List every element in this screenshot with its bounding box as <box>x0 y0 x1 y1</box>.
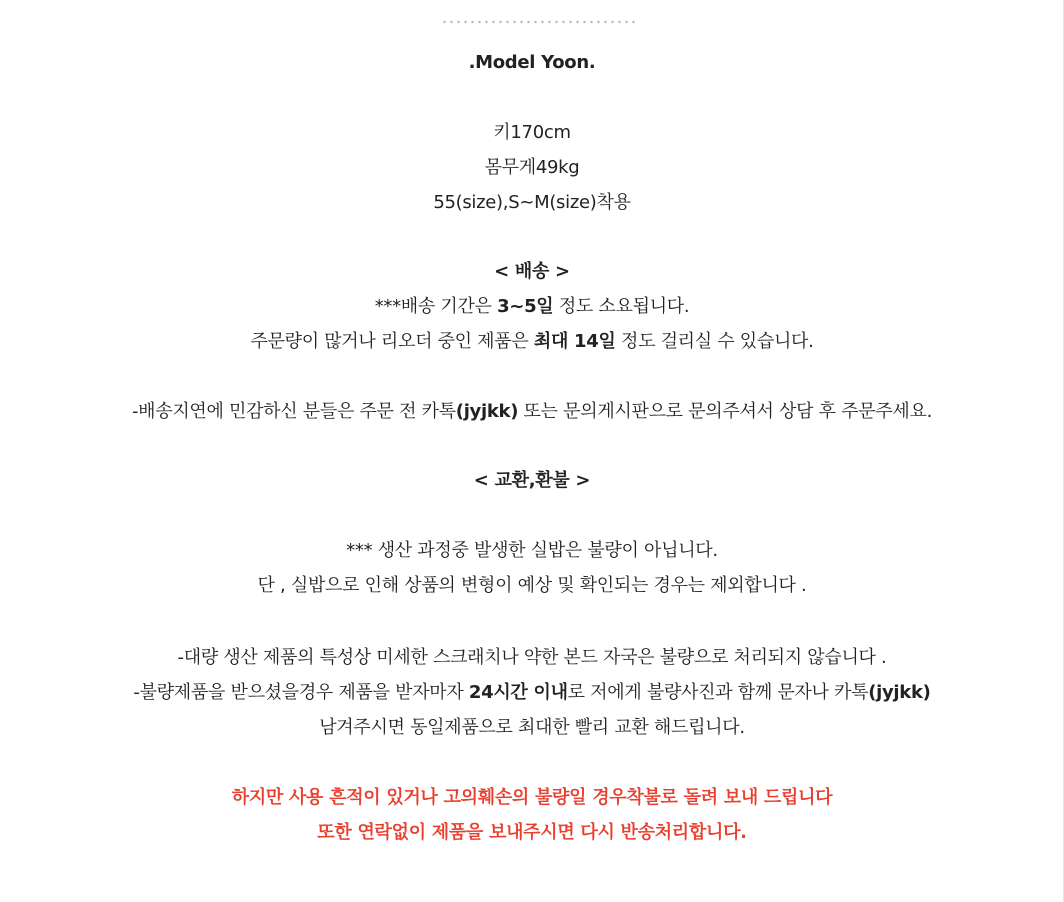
model-size: 55(size),S~M(size)착용 <box>433 192 631 213</box>
warning-line-2: 또한 연락없이 제품을 보내주시면 다시 반송처리합니다. <box>317 822 747 843</box>
model-title: .Model Yoon. <box>468 52 596 73</box>
kakao-id-2: (jyjkk) <box>868 682 931 703</box>
exchange-defect-line <box>0 681 1064 705</box>
exchange-defect-text: -불량제품을 받으셨을경우 제품을 받자마자 <box>133 682 469 703</box>
delivery-period-text: ***배송 기간은 <box>374 296 498 317</box>
model-height: 키170cm <box>493 122 571 143</box>
warning-line-1: 하지만 사용 흔적이 있거나 고의훼손의 불량일 경우착불로 돌려 보내 드립니다 <box>231 787 833 808</box>
dotted-divider <box>441 19 637 25</box>
delivery-contact-line <box>0 400 1064 424</box>
delivery-contact-text: -배송지연에 민감하신 분들은 주문 전 카톡 <box>131 401 456 422</box>
exchange-replace-line: 남겨주시면 동일제품으로 최대한 빨리 교환 해드립니다. <box>319 717 745 738</box>
kakao-id: (jyjkk) <box>455 401 519 422</box>
delivery-max-days: 최대 14일 <box>533 331 616 352</box>
delivery-max-line <box>0 330 1064 354</box>
delivery-heading: < 배송 > <box>494 261 570 282</box>
delivery-period-suffix: 정도 소요됩니다. <box>553 296 690 317</box>
exchange-heading: < 교환,환불 > <box>473 470 591 491</box>
delivery-max-text: 주문량이 많거나 리오더 중인 제품은 <box>250 331 534 352</box>
exchange-defect-contact: 로 저에게 불량사진과 함께 문자나 카톡 <box>567 682 869 703</box>
exchange-thread-notice: *** 생산 과정중 발생한 실밥은 불량이 아닙니다. <box>346 540 718 561</box>
exchange-defect-deadline: 24시간 이내 <box>468 682 568 703</box>
exchange-scratch-notice: -대량 생산 제품의 특성상 미세한 스크래치나 약한 본드 자국은 불량으로 처리되지 않습니다 . <box>177 647 887 668</box>
delivery-period-line <box>0 295 1064 319</box>
model-weight: 몸무게49kg <box>484 157 580 178</box>
delivery-period-days: 3~5일 <box>497 296 554 317</box>
exchange-thread-exception: 단 , 실밥으로 인해 상품의 변형이 예상 및 확인되는 경우는 제외합니다 . <box>257 575 807 596</box>
delivery-contact-suffix: 또는 문의게시판으로 문의주셔서 상담 후 주문주세요. <box>518 401 933 422</box>
delivery-max-suffix: 정도 걸리실 수 있습니다. <box>615 331 814 352</box>
